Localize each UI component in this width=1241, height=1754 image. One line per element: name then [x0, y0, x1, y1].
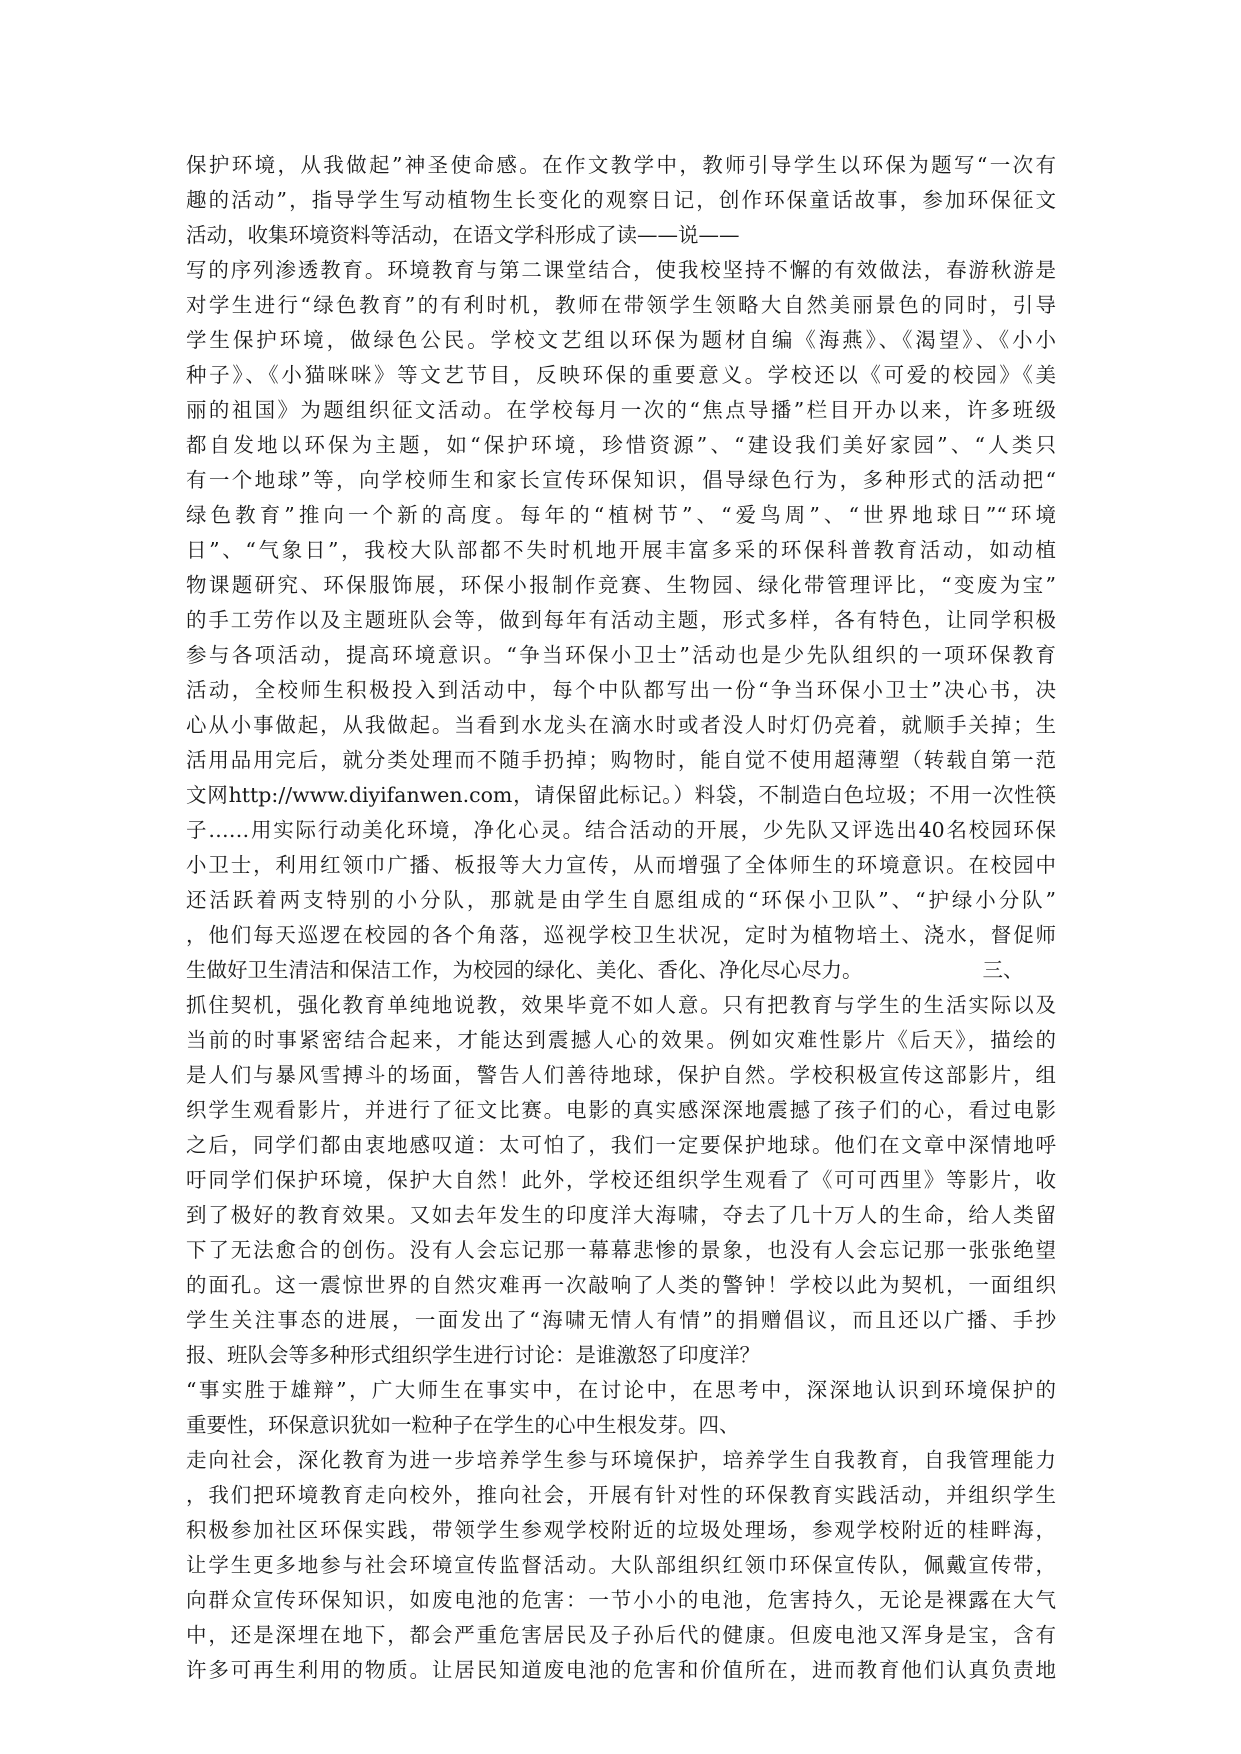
text-line: 到了极好的教育效果。又如去年发生的印度洋大海啸，夺去了几十万人的生命，给人类留: [186, 1203, 1056, 1227]
text-line: 织学生观看影片，并进行了征文比赛。电影的真实感深深地震撼了孩子们的心，看过电影: [186, 1098, 1056, 1122]
text-line: 丽的祖国》为题组织征文活动。在学校每月一次的“焦点导播”栏目开办以来，许多班级: [186, 398, 1056, 422]
text-line: 绿色教育”推向一个新的高度。每年的“植树节”、“爱鸟周”、“世界地球日”“环境: [186, 503, 1056, 527]
text-line: 小卫士，利用红领巾广播、板报等大力宣传，从而增强了全体师生的环境意识。在校园中: [186, 853, 1056, 877]
text-line: 文网http://www.diyifanwen.com，请保留此标记。）料袋，不制造白色垃圾；不用一次性筷: [186, 783, 1056, 807]
text-line: ，他们每天巡逻在校园的各个角落，巡视学校卫生状况，定时为植物培土、浇水，督促师: [186, 923, 1056, 947]
text-line: 走向社会，深化教育为进一步培养学生参与环境保护，培养学生自我教育，自我管理能力: [186, 1448, 1056, 1472]
text-line: 种子》、《小猫咪咪》等文艺节目，反映环保的重要意义。学校还以《可爱的校园》《美: [186, 363, 1056, 387]
text-line: 对学生进行“绿色教育”的有利时机，教师在带领学生领略大自然美丽景色的同时，引导: [186, 293, 1056, 317]
text-line: 向群众宣传环保知识，如废电池的危害：一节小小的电池，危害持久，无论是裸露在大气: [186, 1588, 1056, 1612]
text-line: 抓住契机，强化教育单纯地说教，效果毕竟不如人意。只有把教育与学生的生活实际以及: [186, 993, 1056, 1017]
text-line: 活用品用完后，就分类处理而不随手扔掉；购物时，能自觉不使用超薄塑（转载自第一范: [186, 748, 1056, 772]
text-line: 报、班队会等多种形式组织学生进行讨论：是谁激怒了印度洋？: [186, 1343, 760, 1367]
text-line: 学生关注事态的进展，一面发出了“海啸无情人有情”的捐赠倡议，而且还以广播、手抄: [186, 1308, 1056, 1332]
text-line-content: 生做好卫生清洁和保洁工作，为校园的绿化、美化、香化、净化尽心尽力。: [186, 958, 863, 982]
text-line: “事实胜于雄辩”，广大师生在事实中，在讨论中，在思考中，深深地认识到环境保护的: [186, 1378, 1056, 1402]
text-line: 子……用实际行动美化环境，净化心灵。结合活动的开展，少先队又评选出40名校园环保: [186, 818, 1056, 842]
text-line: 趣的活动”，指导学生写动植物生长变化的观察日记，创作环保童话故事，参加环保征文: [186, 188, 1056, 212]
text-line: 参与各项活动，提高环境意识。“争当环保小卫士”活动也是少先队组织的一项环保教育: [186, 643, 1056, 667]
text-line: 是人们与暴风雪搏斗的场面，警告人们善待地球，保护自然。学校积极宣传这部影片，组: [186, 1063, 1056, 1087]
text-line: 还活跃着两支特别的小分队，那就是由学生自愿组成的“环保小卫队”、“护绿小分队”: [186, 888, 1056, 912]
text-line: 的面孔。这一震惊世界的自然灾难再一次敲响了人类的警钟！学校以此为契机，一面组织: [186, 1273, 1056, 1297]
text-line: 保护环境，从我做起”神圣使命感。在作文教学中，教师引导学生以环保为题写“一次有: [186, 153, 1056, 177]
text-line: 下了无法愈合的创伤。没有人会忘记那一幕幕悲惨的景象，也没有人会忘记那一张张绝望: [186, 1238, 1056, 1262]
text-line: 许多可再生利用的物质。让居民知道废电池的危害和价值所在，进而教育他们认真负责地: [186, 1658, 1056, 1682]
text-line: 写的序列渗透教育。环境教育与第二课堂结合，使我校坚持不懈的有效做法，春游秋游是: [186, 258, 1056, 282]
text-line: 活动，收集环境资料等活动，在语文学科形成了读——说——: [186, 223, 740, 247]
text-line: 的手工劳作以及主题班队会等，做到每年有活动主题，形式多样，各有特色，让同学积极: [186, 608, 1056, 632]
text-line: 当前的时事紧密结合起来，才能达到震撼人心的效果。例如灾难性影片《后天》，描绘的: [186, 1028, 1056, 1052]
text-line: 积极参加社区环保实践，带领学生参观学校附近的垃圾处理场，参观学校附近的桂畔海，: [186, 1518, 1056, 1542]
section-marker-three: 三、: [982, 958, 1024, 982]
body-text: [186, 148, 1056, 1688]
text-line: 之后，同学们都由衷地感叹道：太可怕了，我们一定要保护地球。他们在文章中深情地呼: [186, 1133, 1056, 1157]
text-line: 重要性，环保意识犹如一粒种子在学生的心中生根发芽。四、: [186, 1413, 740, 1437]
text-line: 让学生更多地参与社会环境宣传监督活动。大队部组织红领巾环保宣传队，佩戴宣传带，: [186, 1553, 1056, 1577]
text-line: 都自发地以环保为主题，如“保护环境，珍惜资源”、“建设我们美好家园”、“人类只: [186, 433, 1056, 457]
text-line: [186, 953, 1056, 988]
text-line: 有一个地球”等，向学校师生和家长宣传环保知识，倡导绿色行为，多种形式的活动把“: [186, 468, 1056, 492]
text-line: 日”、“气象日”，我校大队部都不失时机地开展丰富多采的环保科普教育活动，如动植: [186, 538, 1056, 562]
text-line: 物课题研究、环保服饰展，环保小报制作竞赛、生物园、绿化带管理评比，“变废为宝”: [186, 573, 1056, 597]
text-line: 心从小事做起，从我做起。当看到水龙头在滴水时或者没人时灯仍亮着，就顺手关掉；生: [186, 713, 1056, 737]
text-line: 中，还是深埋在地下，都会严重危害居民及子孙后代的健康。但废电池又浑身是宝，含有: [186, 1623, 1056, 1647]
text-line: 学生保护环境，做绿色公民。学校文艺组以环保为题材自编《海燕》、《渴望》、《小小: [186, 328, 1056, 352]
text-line: 吁同学们保护环境，保护大自然！此外，学校还组织学生观看了《可可西里》等影片，收: [186, 1168, 1056, 1192]
text-line: ，我们把环境教育走向校外，推向社会，开展有针对性的环保教育实践活动，并组织学生: [186, 1483, 1056, 1507]
text-line: 活动，全校师生积极投入到活动中，每个中队都写出一份“争当环保小卫士”决心书，决: [186, 678, 1056, 702]
